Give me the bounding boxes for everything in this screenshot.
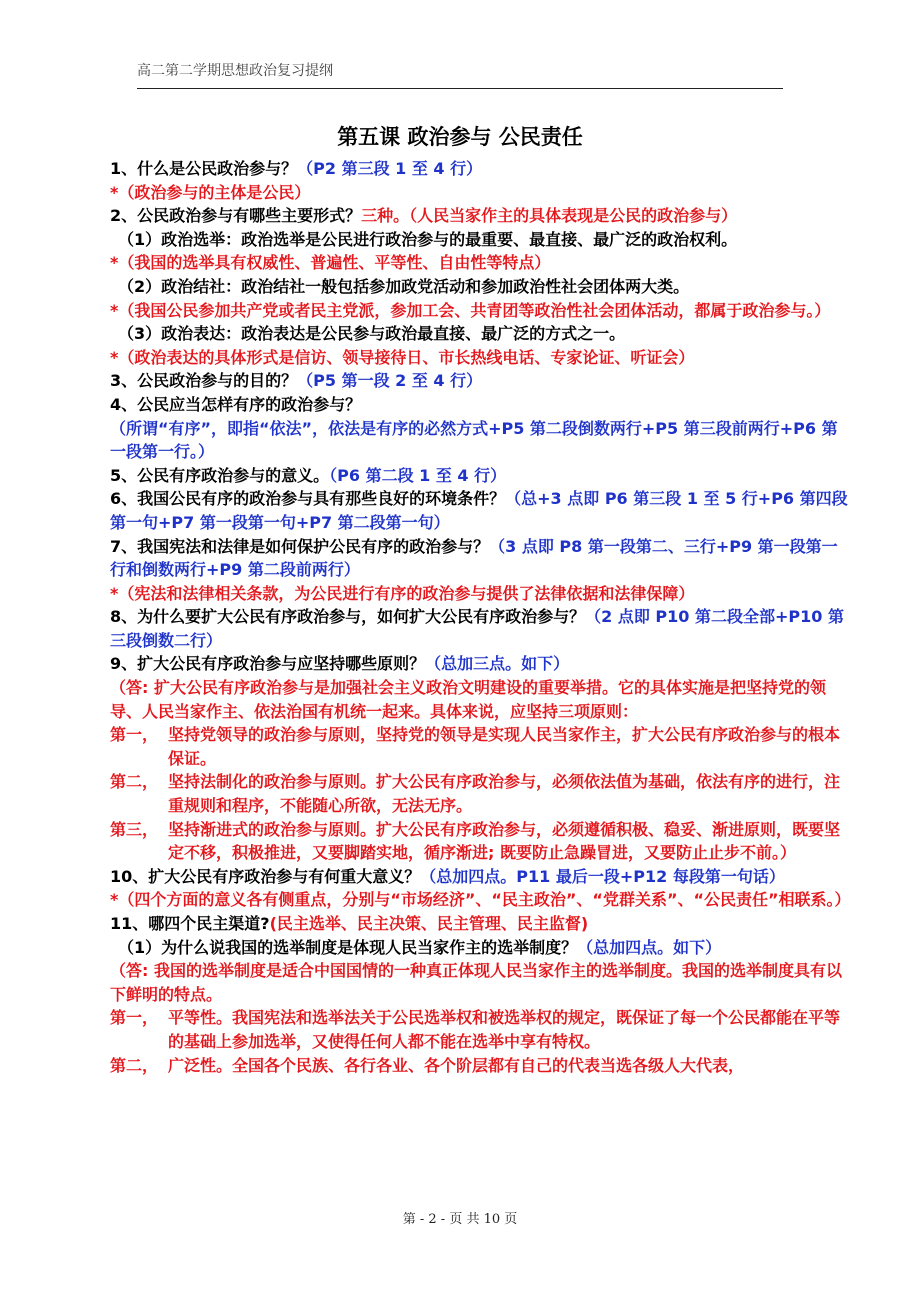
outline-line (110, 204, 850, 228)
text-segment: 坚持渐进式的政治参与原则。扩大公民有序政治参与，必须遵循积极、稳妥、渐进原则，既要坚定不移，积极推进，又要脚踏实地，循序渐进; 既要防止急躁冒进，又要防止止步不前。） (168, 819, 841, 863)
text-segment: *（四个方面的意义各有侧重点，分别与“市场经济”、“民主政治”、“党群关系”、“公民责任”相联系。） (110, 890, 851, 910)
text-segment: 坚持法制化的政治参与原则。扩大公民有序政治参与，必须依法值为基础，依法有序的进行，注重规则和程序，不能随心所欲，无法无序。 (168, 772, 841, 816)
outline-line (110, 605, 850, 652)
outline-line (110, 582, 850, 606)
text-segment: 9、扩大公民有序政治参与应坚持哪些原则？ (110, 654, 426, 674)
outline-line (110, 487, 850, 534)
text-segment: 6、我国公民有序的政治参与具有那些良好的环境条件？ (110, 489, 506, 509)
text-segment: 10、扩大公民有序政治参与有何重大意义？ (110, 866, 421, 886)
outline-line (110, 275, 850, 299)
text-segment: *（我国公民参加共产党或者民主党派，参加工会、共青团等政治性社会团体活动，都属于政治参与。） (110, 300, 831, 320)
outline-line (110, 417, 850, 464)
point-label: 第一， (110, 725, 159, 745)
text-segment: 3、公民政治参与的目的？ (110, 371, 298, 391)
outline-line (110, 299, 850, 323)
outline-line (110, 1054, 850, 1078)
outline-line (110, 652, 850, 676)
text-segment: *（政治参与的主体是公民） (110, 182, 311, 202)
outline-line (110, 322, 850, 346)
outline-line (110, 676, 850, 723)
page-header: 高二第二学期思想政治复习提纲 (137, 60, 783, 89)
outline-line (110, 464, 850, 488)
outline-line (110, 228, 850, 252)
text-segment: 平等性。我国宪法和选举法关于公民选举权和被选举权的规定，既保证了每一个公民都能在平等的基础上参加选举，又使得任何人都不能在选举中享有特权。 (168, 1008, 841, 1051)
text-segment: （答: 我国的选举制度是适合中国国情的一种真正体现人民当家作主的选举制度。我国的选举制度具有以下鲜明的特点。 (110, 961, 842, 1004)
text-segment: （3）政治表达：政治表达是公民参与政治最直接、最广泛的方式之一。 (118, 324, 626, 344)
text-segment: *（政治表达的具体形式是信访、领导接待日、市长热线电话、专家论证、听证会） (110, 347, 695, 367)
text-segment: 7、我国宪法和法律是如何保护公民有序的政治参与？ (110, 536, 490, 556)
outline-line (110, 818, 850, 865)
text-segment: （答: 扩大公民有序政治参与是加强社会主义政治文明建设的重要举措。它的具体实施是把坚持党的领导、人民当家作主、依法治国有机统一起来。具体来说，应坚持三项原则： (110, 678, 826, 721)
outline-line (110, 959, 850, 1006)
outline-line (110, 723, 850, 770)
outline-line (110, 393, 850, 417)
outline-line (110, 888, 850, 912)
point-text (168, 770, 850, 817)
point-text (168, 723, 850, 770)
outline-line (110, 770, 850, 817)
text-segment: 三种。（人民当家作主的具体表现是公民的政治参与） (361, 206, 738, 226)
point-label: 第一， (110, 1008, 159, 1028)
text-segment: （总加四点。如下） (577, 937, 722, 957)
outline-content (110, 157, 850, 1077)
text-segment: 2、公民政治参与有哪些主要形式？ (110, 206, 362, 226)
text-segment: 1、什么是公民政治参与？ (110, 159, 298, 178)
text-segment: （1）为什么说我国的选举制度是体现人民当家作主的选举制度？ (118, 937, 578, 957)
text-segment: （2）政治结社：政治结社一般包括参加政党活动和参加政治性社会团体两大类。 (118, 276, 690, 296)
point-label: 第二， (110, 1055, 159, 1075)
point-label: 第二， (110, 772, 159, 792)
outline-line (110, 865, 850, 889)
text-segment: *（宪法和法律相关条款，为公民进行有序的政治参与提供了法律依据和法律保障） (110, 583, 695, 603)
text-segment: （P5 第一段 2 至 4 行） (297, 371, 483, 391)
outline-line (110, 251, 850, 275)
outline-line (110, 1006, 850, 1053)
outline-line (110, 369, 850, 393)
lesson-title: 第五课 政治参与 公民责任 (337, 125, 583, 149)
text-segment: （P6 第二段 1 至 4 行） (329, 465, 507, 485)
text-segment: 5、公民有序政治参与的意义。 (110, 465, 330, 485)
outline-line (110, 181, 850, 205)
point-text (168, 1054, 850, 1078)
outline-line (110, 912, 850, 936)
text-segment: （2 点即 P10 第二段全部+P10 第三段倒数二行） (110, 607, 844, 650)
outline-line (110, 157, 850, 181)
text-segment: （1）政治选举：政治选举是公民进行政治参与的最重要、最直接、最广泛的政治权利。 (118, 229, 738, 249)
text-segment: （所谓“有序”，即指“依法”，依法是有序的必然方式+P5 第二段倒数两行+P5 第三段前两行+P6 第一段第一行。） (110, 418, 838, 462)
page-footer: 第 - 2 - 页 共 10 页 (402, 1212, 518, 1227)
point-label: 第三， (110, 819, 159, 839)
text-segment: *（我国的选举具有权威性、普遍性、平等性、自由性等特点） (110, 253, 551, 273)
text-segment: 4、公民应当怎样有序的政治参与？ (110, 394, 362, 414)
text-segment: 11、哪四个民主渠道? (110, 914, 270, 933)
text-segment: （3 点即 P8 第一段第二、三行+P9 第一段第一行和倒数两行+P9 第二段前两行） (110, 536, 838, 580)
outline-line (110, 535, 850, 582)
point-text (168, 1006, 850, 1053)
text-segment: (民主选举、民主决策、民主管理、民主监督) (269, 914, 589, 933)
text-segment: （总+3 点即 P6 第三段 1 至 5 行+P6 第四段第一句+P7 第一段第一句+P7 第二段第一句） (110, 489, 848, 532)
point-text (168, 818, 850, 865)
text-segment: 广泛性。全国各个民族、各行各业、各个阶层都有自己的代表当选各级人大代表， (168, 1055, 745, 1075)
text-segment: （P2 第三段 1 至 4 行） (297, 159, 483, 178)
text-segment: （总加四点。P11 最后一段+P12 每段第一句话） (420, 866, 785, 886)
text-segment: 坚持党领导的政治参与原则，坚持党的领导是实现人民当家作主，扩大公民有序政治参与的根本保证。 (168, 725, 841, 768)
outline-line (110, 936, 850, 960)
outline-line (110, 346, 850, 370)
text-segment: 8、为什么要扩大公民有序政治参与，如何扩大公民有序政治参与？ (110, 607, 586, 627)
text-segment: （总加三点。如下） (425, 654, 570, 674)
